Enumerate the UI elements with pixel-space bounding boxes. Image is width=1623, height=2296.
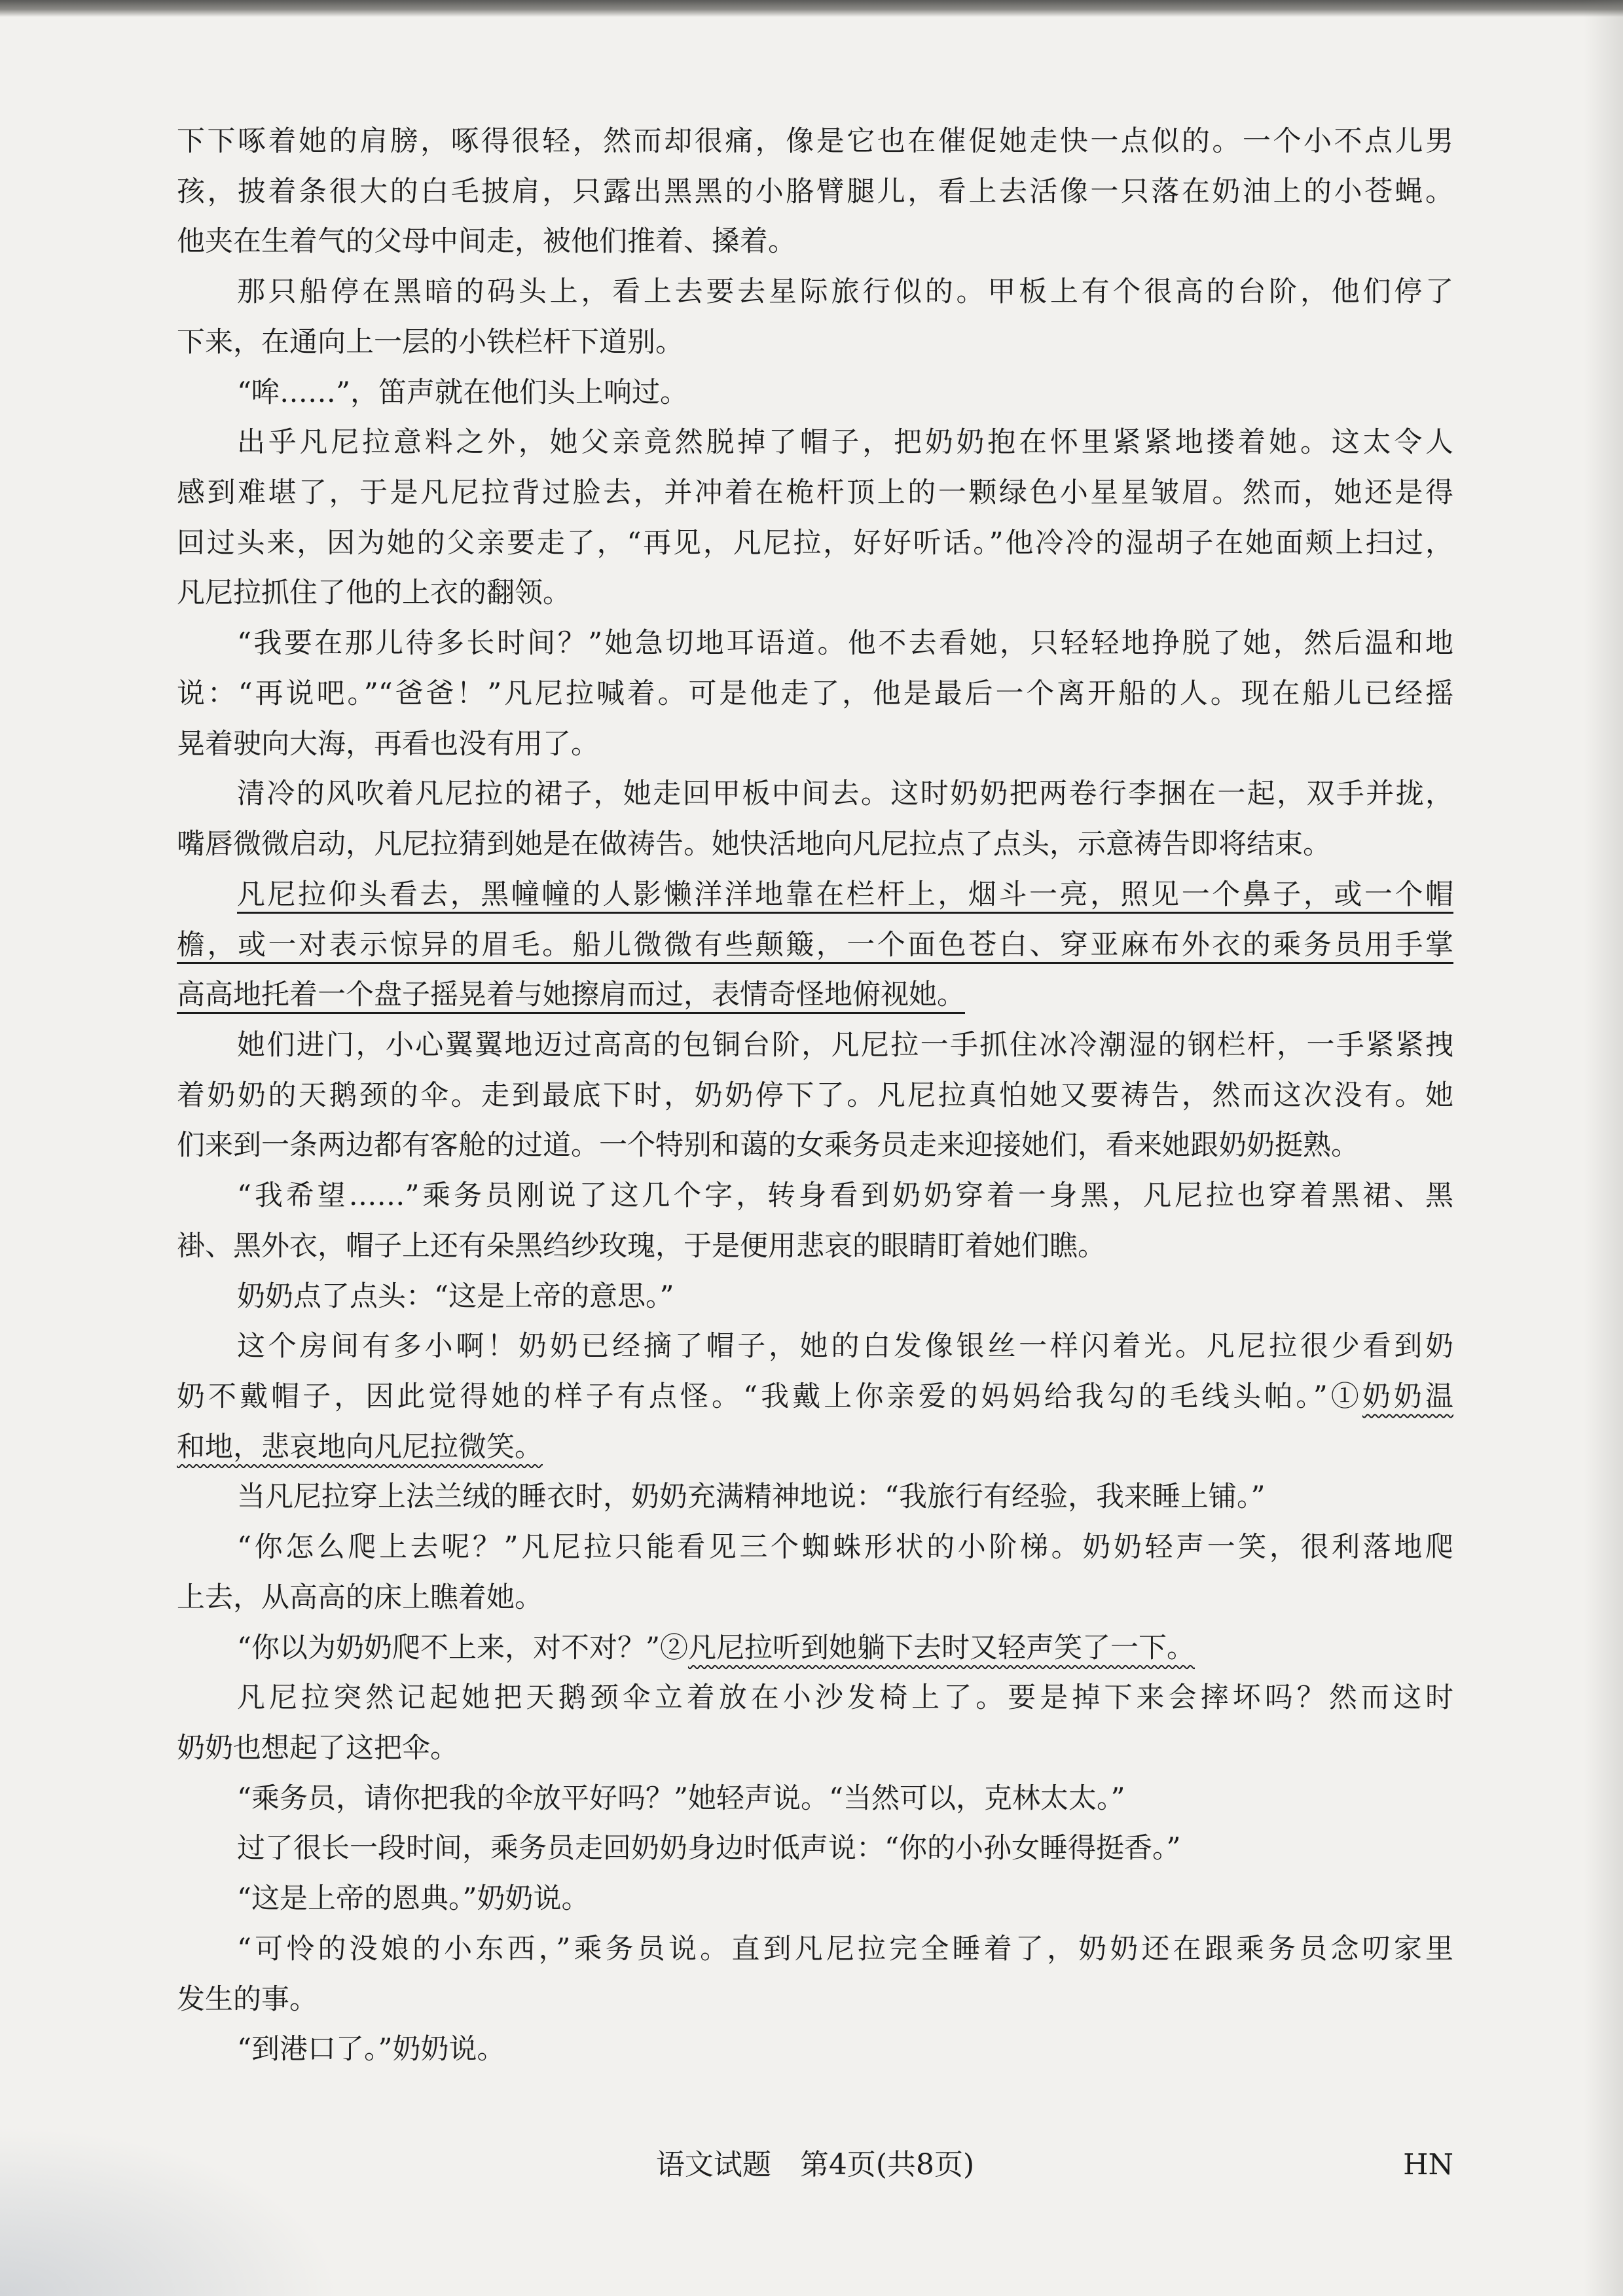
page-footer-code: HN	[1403, 2148, 1453, 2181]
text-segment: 他夹在生着气的父母中间走，被他们推着、搡着。	[177, 225, 796, 259]
text-segment: 发生的事。	[177, 1982, 318, 2016]
text-segment: 上去，从高高的床上瞧着她。	[177, 1581, 543, 1614]
underlined-text: 檐，或一对表示惊异的眉毛。船儿微微有些颠簸，一个面色苍白、穿亚麻布外衣的乘务员用手掌	[177, 928, 1453, 961]
text-segment: 回过头来，因为她的父亲要走了，“再见，凡尼拉，好好听话。”他冷冷的湿胡子在她面颊上扫过，	[177, 526, 1453, 560]
text-segment: 说：“再说吧。”“爸爸！”凡尼拉喊着。可是他走了，他是最后一个离开船的人。现在船儿已经摇	[177, 677, 1453, 710]
text-segment: 下来，在通向上一层的小铁栏杆下道别。	[177, 325, 684, 359]
text-line	[177, 1071, 1453, 1121]
text-line	[177, 1623, 1453, 1673]
text-segment: 她们进门，小心翼翼地迈过高高的包铜台阶，凡尼拉一手抓住冰冷潮湿的钢栏杆，一手紧紧拽	[237, 1028, 1453, 1062]
text-segment: 过了很长一段时间，乘务员走回奶奶身边时低声说：“你的小孙女睡得挺香。”	[237, 1832, 1181, 1865]
underlined-text: 凡尼拉仰头看去，黑幢幢的人影懒洋洋地靠在栏杆上，烟斗一亮，照见一个鼻子，或一个帽	[237, 878, 1453, 911]
text-line	[177, 1874, 1453, 1924]
text-line	[177, 1975, 1453, 2024]
text-line	[177, 368, 1453, 418]
text-line	[177, 267, 1453, 317]
text-segment: “乘务员，请你把我的伞放平好吗？”她轻声说。“当然可以，克林太太。”	[237, 1782, 1125, 1815]
text-segment: “我希望……”乘务员刚说了这几个字，转身看到奶奶穿着一身黑，凡尼拉也穿着黑裙、黑	[237, 1179, 1453, 1213]
text-segment: 着奶奶的天鹅颈的伞。走到最底下时，奶奶停下了。凡尼拉真怕她又要祷告，然而这次没有。她	[177, 1079, 1453, 1112]
text-line	[177, 1321, 1453, 1371]
text-segment: 出乎凡尼拉意料之外，她父亲竟然脱掉了帽子，把奶奶抱在怀里紧紧地搂着她。这太令人	[237, 426, 1453, 459]
text-line	[177, 1221, 1453, 1271]
text-segment: “我要在那儿待多长时间？”她急切地耳语道。他不去看她，只轻轻地挣脱了她，然后温和地	[237, 627, 1453, 660]
text-line	[177, 819, 1453, 869]
text-line	[177, 1823, 1453, 1873]
text-segment: 感到难堪了，于是凡尼拉背过脸去，并冲着在桅杆顶上的一颗绿色小星星皱眉。然而，她还是得	[177, 476, 1453, 510]
wavy-underlined-text: 奶奶温	[1362, 1380, 1453, 1413]
text-line	[177, 1020, 1453, 1070]
text-line	[177, 317, 1453, 367]
text-line	[177, 920, 1453, 970]
text-line	[177, 1372, 1453, 1422]
text-line	[177, 1673, 1453, 1723]
text-line	[177, 769, 1453, 819]
text-segment: 那只船停在黑暗的码头上，看上去要去星际旅行似的。甲板上有个很高的台阶，他们停了	[237, 276, 1453, 309]
text-line	[177, 870, 1453, 920]
wavy-underlined-text: 和地，悲哀地向凡尼拉微笑。	[177, 1430, 543, 1463]
text-line	[177, 568, 1453, 618]
text-line	[177, 1723, 1453, 1773]
text-segment: “你怎么爬上去呢？”凡尼拉只能看见三个蜘蛛形状的小阶梯。奶奶轻声一笑，很利落地爬	[237, 1531, 1453, 1564]
wavy-underlined-text: 凡尼拉听到她躺下去时又轻声笑了一下。	[687, 1631, 1195, 1664]
underlined-text: 高高地托着一个盘子摇晃着与她擦肩而过，表情奇怪地俯视她。	[177, 978, 965, 1012]
text-line	[177, 669, 1453, 719]
text-line	[177, 1522, 1453, 1572]
text-line	[177, 418, 1453, 467]
text-line	[177, 117, 1453, 166]
text-segment: “到港口了。”奶奶说。	[237, 2033, 505, 2066]
text-segment: 凡尼拉抓住了他的上衣的翻领。	[177, 577, 571, 610]
text-segment: 奶奶也想起了这把伞。	[177, 1732, 458, 1765]
text-segment: 孩，披着条很大的白毛披肩，只露出黑黑的小胳臂腿儿，看上去活像一只落在奶油上的小苍蝇。	[177, 175, 1453, 208]
text-line	[177, 468, 1453, 518]
text-segment: “你以为奶奶爬不上来，对不对？”②	[237, 1631, 688, 1664]
text-segment: 奶不戴帽子，因此觉得她的样子有点怪。“我戴上你亲爱的妈妈给我勾的毛线头帕。”①	[177, 1380, 1362, 1413]
text-segment: 奶奶点了点头：“这是上帝的意思。”	[237, 1280, 674, 1313]
text-line	[177, 1573, 1453, 1623]
page-footer-title: 语文试题 第4页(共8页)	[655, 2148, 975, 2181]
text-line	[177, 518, 1453, 568]
text-line	[177, 970, 1453, 1020]
text-segment: “哞……”，笛声就在他们头上响过。	[237, 376, 688, 409]
text-line	[177, 1774, 1453, 1823]
text-line	[177, 217, 1453, 266]
text-line	[177, 167, 1453, 217]
text-segment: 下下啄着她的肩膀，啄得很轻，然而却很痛，像是它也在催促她走快一点似的。一个小不点儿男	[177, 125, 1453, 158]
text-segment: 清冷的风吹着凡尼拉的裙子，她走回甲板中间去。这时奶奶把两卷行李捆在一起，双手并拢，	[237, 778, 1453, 811]
text-segment: “这是上帝的恩典。”奶奶说。	[237, 1882, 590, 1916]
text-line	[177, 1121, 1453, 1170]
text-line	[177, 1422, 1453, 1472]
text-line	[177, 1272, 1453, 1321]
text-segment: 晃着驶向大海，再看也没有用了。	[177, 727, 599, 761]
text-line	[177, 1472, 1453, 1522]
text-segment: 这个房间有多小啊！奶奶已经摘了帽子，她的白发像银丝一样闪着光。凡尼拉很少看到奶	[237, 1330, 1453, 1363]
text-segment: 褂、黑外衣，帽子上还有朵黑绉纱玫瑰，于是便用悲哀的眼睛盯着她们瞧。	[177, 1229, 1106, 1263]
text-line	[177, 2024, 1453, 2074]
text-line	[177, 1171, 1453, 1221]
text-segment: 当凡尼拉穿上法兰绒的睡衣时，奶奶充满精神地说：“我旅行有经验，我来睡上铺。”	[237, 1480, 1266, 1514]
text-line	[177, 1924, 1453, 1974]
text-line	[177, 719, 1453, 769]
text-line	[177, 619, 1453, 668]
text-segment: 凡尼拉突然记起她把天鹅颈伞立着放在小沙发椅上了。要是掉下来会摔坏吗？然而这时	[237, 1681, 1453, 1715]
text-segment: 嘴唇微微启动，凡尼拉猜到她是在做祷告。她快活地向凡尼拉点了点头，示意祷告即将结束。	[177, 828, 1331, 861]
text-segment: “可怜的没娘的小东西，”乘务员说。直到凡尼拉完全睡着了，奶奶还在跟乘务员念叨家里	[237, 1932, 1453, 1965]
text-segment: 们来到一条两边都有客舱的过道。一个特别和蔼的女乘务员走来迎接她们，看来她跟奶奶挺熟。	[177, 1129, 1359, 1162]
